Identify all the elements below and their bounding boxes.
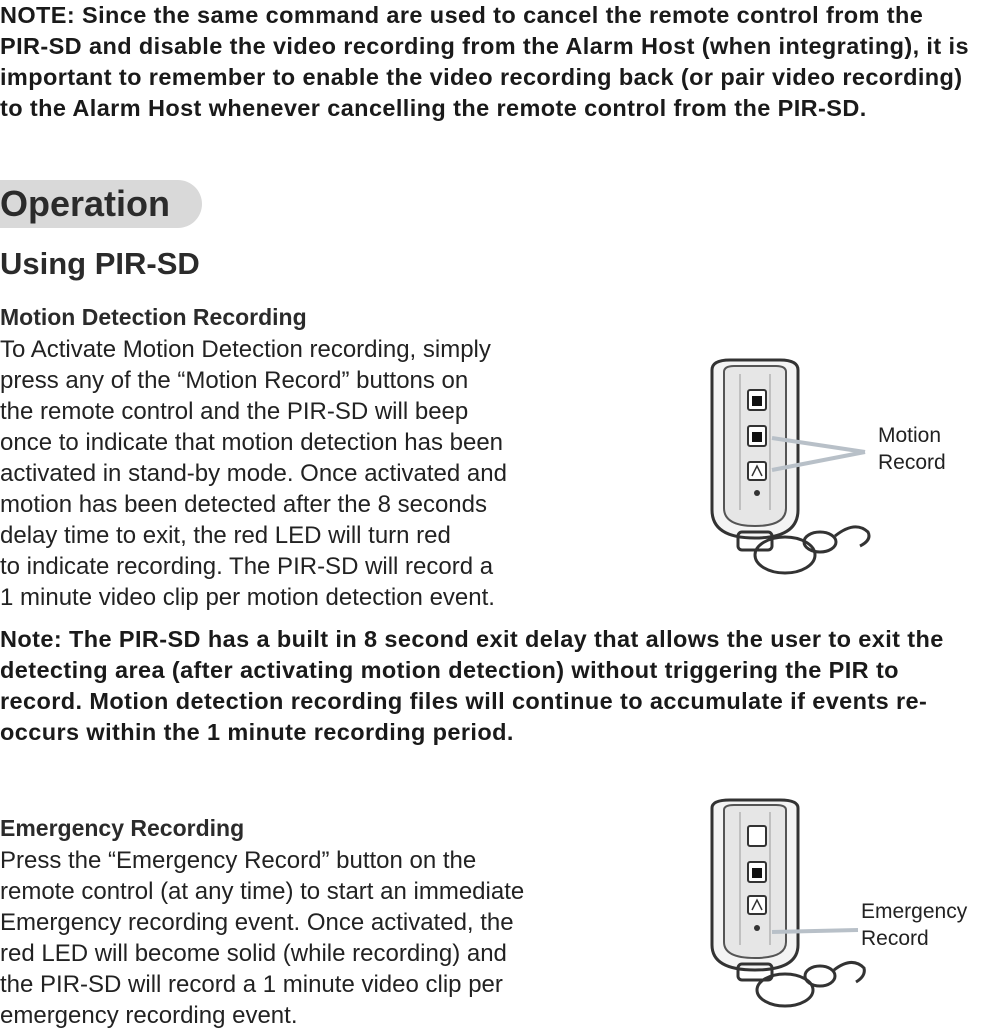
note-exit-delay: Note: The PIR-SD has a built in 8 second exit delay that allows the user to exit the detecting area (after activating motion detection) without triggering the PIR to record. Motion detection recording files will continue to accumulate if events re-occurs within the 1 minute recording period. [0,626,944,745]
emergency-line: Emergency recording event. Once activated, the [0,909,514,936]
motion-line: to indicate recording. The PIR-SD will record a [0,553,494,580]
motion-line: motion has been detected after the 8 seconds [0,491,487,518]
page-heading: Using PIR-SD [0,246,200,281]
motion-record-label [878,422,946,476]
emergency-remote-illustration [700,800,870,1026]
motion-line: delay time to exit, the red LED will turn red [0,522,451,549]
motion-button-1-glyph [752,396,762,406]
motion-button-2-glyph [752,432,762,442]
motion-line: the remote control and the PIR-SD will beep [0,398,469,425]
section-title: Operation [0,183,171,224]
emergency-pointer-line [772,930,858,932]
motion-title: Motion Detection Recording [0,304,307,330]
motion-label-line: Record [878,451,946,474]
emergency-line: Press the “Emergency Record” button on the [0,847,477,874]
motion-remote-illustration [700,360,880,600]
note-top: NOTE: Since the same command are used to cancel the remote control from the PIR-SD and disable the video recording from the Alarm Host (when integrating), it is important to remember to enable the video recording back (or pair video recording) to the Alarm Host whenever cancelling the remote control from the PIR-SD. [0,2,969,121]
motion-paragraph [0,334,680,613]
emergency-line: the PIR-SD will record a 1 minute video clip per [0,971,503,998]
emergency-line: red LED will become solid (while recording) and [0,940,507,967]
motion-line: 1 minute video clip per motion detection event. [0,584,495,611]
led-indicator [754,925,760,931]
motion-line: press any of the “Motion Record” buttons on [0,367,469,394]
remote-body [712,360,798,538]
emergency-line: remote control (at any time) to start an immediate [0,878,525,905]
led-indicator [754,490,760,496]
emergency-upper-button [748,826,766,846]
motion-line: To Activate Motion Detection recording, simply [0,336,491,363]
emergency-record-button-glyph [752,868,762,878]
motion-line: once to indicate that motion detection has been [0,429,504,456]
emergency-label-line: Record [861,927,929,950]
emergency-paragraph [0,845,690,1031]
emergency-title: Emergency Recording [0,815,245,841]
emergency-label-line: Emergency [861,900,968,923]
emergency-record-label [861,898,967,952]
emergency-line: emergency recording event. [0,1002,298,1029]
motion-line: activated in stand-by mode. Once activated and [0,460,507,487]
motion-label-line: Motion [878,424,942,447]
